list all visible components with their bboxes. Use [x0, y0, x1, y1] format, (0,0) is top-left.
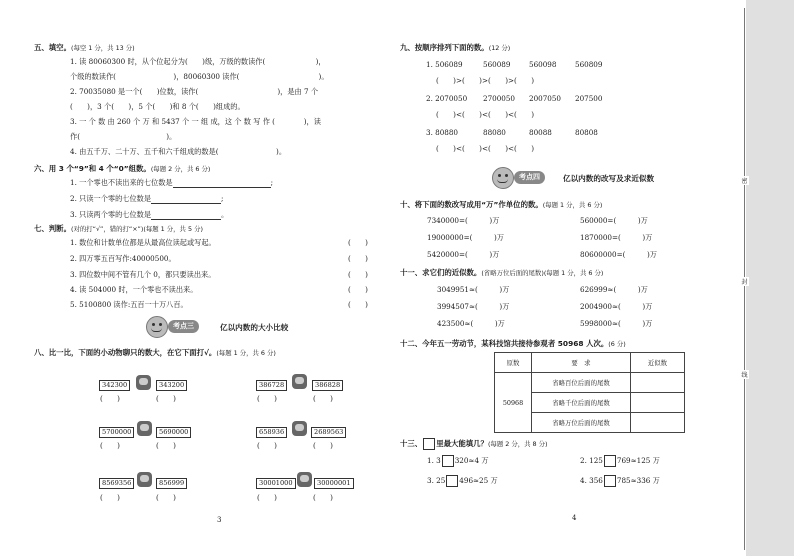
- s9-g1-num: 560089: [483, 60, 511, 69]
- section-6-title: 六、用 3 个“9”和 4 个“0”组数。(每题 2 分，共 6 分): [34, 164, 211, 173]
- s7-item-5: 5. 5100800 读作:五百一十万八百。: [70, 300, 188, 309]
- approx-table: [494, 352, 685, 433]
- number-box: 386728: [256, 380, 287, 391]
- s7-item-4: 4. 读 504000 时，一个零也不读出来。: [70, 285, 198, 294]
- answer-square[interactable]: [446, 475, 458, 487]
- fill-item: 2. 125 769≈125 万: [580, 456, 660, 465]
- squirrel-icon: [297, 472, 312, 487]
- blank-square: [423, 438, 435, 450]
- s9-g3-num: 3. 80880: [426, 128, 459, 137]
- binding-strip: [746, 0, 794, 556]
- answer-paren[interactable]: ( ): [257, 441, 277, 450]
- table-header-cell: 近似数: [631, 353, 685, 373]
- answer-paren[interactable]: ( ): [257, 493, 277, 502]
- section-11-title: 十一、求它们的近似数。(省略万位后面的尾数)(每题 1 分，共 6 分): [400, 268, 604, 277]
- s9-g2-order[interactable]: ( )<( )<( )<( ): [436, 110, 535, 119]
- s7-item-1: 1. 数位和计数单位都是从最高位读起或写起。: [70, 238, 216, 247]
- s9-g1-num: 560809: [575, 60, 603, 69]
- table-row: [495, 373, 685, 393]
- judge-paren[interactable]: ( ): [348, 270, 368, 279]
- rabbit-icon: [292, 374, 307, 389]
- smiley-icon: [492, 167, 514, 189]
- answer-paren[interactable]: ( ): [313, 493, 333, 502]
- number-box: 5700000: [99, 427, 134, 438]
- s9-g1-num: 1. 506089: [426, 60, 463, 69]
- fill-item: 3. 25 496≈25 万: [427, 476, 498, 485]
- s7-item-2: 2. 四万零五百写作:40000500。: [70, 254, 176, 263]
- seal-char: 线: [741, 372, 748, 379]
- number-box: 856999: [156, 478, 187, 489]
- answer-paren[interactable]: ( ): [156, 441, 176, 450]
- number-box: 343200: [156, 380, 187, 391]
- answer-paren[interactable]: ( ): [257, 394, 277, 403]
- table-header-cell: 要 求: [532, 353, 631, 373]
- approx-item[interactable]: 423500≈( )万: [437, 319, 505, 328]
- judge-paren[interactable]: ( ): [348, 300, 368, 309]
- judge-paren[interactable]: ( ): [348, 238, 368, 247]
- answer-line[interactable]: [151, 211, 221, 220]
- convert-item[interactable]: 560000=( )万: [580, 216, 648, 225]
- s5-line-4: ( )，3 个( )，5 个( )和 8 个( )组成的。: [70, 102, 245, 111]
- answer-paren[interactable]: ( ): [313, 394, 333, 403]
- section-12-title: 十二、今年五一劳动节，某科技馆共接待参观者 50968 人次。(6 分): [400, 339, 626, 348]
- answer-line[interactable]: [151, 195, 221, 204]
- s9-g2-num: 2700050: [483, 94, 516, 103]
- answer-cell[interactable]: [631, 393, 685, 413]
- answer-square[interactable]: [604, 455, 616, 467]
- page-number: 3: [217, 516, 222, 524]
- s9-g3-order[interactable]: ( )<( )<( )<( ): [436, 144, 535, 153]
- answer-line[interactable]: [173, 179, 271, 188]
- monkey-icon: [136, 375, 151, 390]
- convert-item[interactable]: 5420000=( )万: [427, 250, 500, 259]
- seal-char: 密: [741, 178, 748, 185]
- s5-line-2: 个级的数读作( )，80060300 读作( )。: [70, 72, 329, 81]
- approx-item[interactable]: 3994507≈( )万: [437, 302, 510, 311]
- section-10-title: 十、将下面的数改写成用“万”作单位的数。(每题 1 分，共 6 分): [400, 200, 603, 209]
- answer-square[interactable]: [604, 475, 616, 487]
- exam-point-tag: 考点四: [514, 171, 545, 184]
- s7-item-3: 3. 四位数中间不管有几个 0，都只要读出来。: [70, 270, 216, 279]
- s5-line-3: 2. 70035080 是一个( )位数，读作( )，是由 7 个: [70, 87, 319, 96]
- exam-point-tag: 考点三: [168, 320, 199, 333]
- number-box: 2689563: [311, 427, 346, 438]
- panda-icon: [137, 472, 152, 487]
- number-box: 658936: [256, 427, 287, 438]
- convert-item[interactable]: 80600000=( )万: [580, 250, 657, 259]
- section-5-title: 五、填空。(每空 1 分，共 13 分): [34, 43, 135, 52]
- convert-item[interactable]: 7340000=( )万: [427, 216, 500, 225]
- number-box: 8569356: [99, 478, 134, 489]
- s5-line-6: 作( )。: [70, 132, 177, 141]
- s6-item-1: 1. 一个零也不读出来的七位数是 ;: [70, 178, 274, 187]
- number-box: 30000001: [314, 478, 354, 489]
- number-box: 342300: [99, 380, 130, 391]
- requirement-cell: 省略百位后面的尾数: [532, 373, 631, 393]
- answer-paren[interactable]: ( ): [156, 394, 176, 403]
- approx-item[interactable]: 5998000≈( )万: [580, 319, 653, 328]
- section-13-title: 十三、 里最大能填几？(每题 2 分，共 8 分): [400, 439, 548, 448]
- approx-item[interactable]: 626999≈( )万: [580, 285, 648, 294]
- answer-paren[interactable]: ( ): [100, 394, 120, 403]
- fill-item: 1. 3 320≈4 万: [427, 456, 489, 465]
- judge-paren[interactable]: ( ): [348, 285, 368, 294]
- answer-paren[interactable]: ( ): [100, 493, 120, 502]
- convert-item[interactable]: 1870000=( )万: [580, 233, 653, 242]
- s9-g3-num: 80808: [575, 128, 598, 137]
- cat-icon: [292, 421, 307, 436]
- s9-g2-num: 2. 2070050: [426, 94, 468, 103]
- s5-line-7: 4. 由五千万、二十万、五千和六千组成的数是( )。: [70, 147, 287, 156]
- s9-g2-num: 207500: [575, 94, 603, 103]
- requirement-cell: 省略万位后面的尾数: [532, 413, 631, 433]
- answer-cell[interactable]: [631, 413, 685, 433]
- s9-g3-num: 88080: [483, 128, 506, 137]
- number-box: 30001000: [256, 478, 296, 489]
- number-box: 5690000: [156, 427, 191, 438]
- s5-line-5: 3. 一 个 数 由 260 个 万 和 5437 个 一 组 成，这 个 数 写 作 ( )，读: [70, 117, 321, 126]
- approx-item[interactable]: 2004900≈( )万: [580, 302, 653, 311]
- s6-item-2: 2. 只读一个零的七位数是 ;: [70, 194, 224, 203]
- section-8-title: 八、比一比，下面的小动物聊只的数大，在它下面打√。(每题 1 分，共 6 分): [34, 348, 276, 357]
- answer-square[interactable]: [442, 455, 454, 467]
- answer-paren[interactable]: ( ): [156, 493, 176, 502]
- original-number-cell: 50968: [495, 373, 532, 433]
- answer-paren[interactable]: ( ): [313, 441, 333, 450]
- section-7-title: 七、判断。(对的打“√”，错的打“×”)(每题 1 分，共 5 分): [34, 224, 203, 233]
- s9-g1-order[interactable]: ( )>( )>( )>( ): [436, 76, 535, 85]
- fill-item: 4. 356 785≈336 万: [580, 476, 660, 485]
- convert-item[interactable]: 19000000=( )万: [427, 233, 504, 242]
- number-box: 386828: [312, 380, 343, 391]
- page-number: 4: [572, 514, 577, 522]
- s9-g2-num: 2007050: [529, 94, 562, 103]
- table-header-cell: 原数: [495, 353, 532, 373]
- answer-paren[interactable]: ( ): [100, 441, 120, 450]
- s9-g1-num: 560098: [529, 60, 557, 69]
- table-header-row: [495, 353, 685, 373]
- judge-paren[interactable]: ( ): [348, 254, 368, 263]
- cow-icon: [137, 421, 152, 436]
- s5-line-1: 1. 读 80060300 时，从个位起分为( )级，万级的数读作( )，: [70, 57, 326, 66]
- s9-g3-num: 80088: [529, 128, 552, 137]
- seal-char: 封: [741, 279, 748, 286]
- requirement-cell: 省略千位后面的尾数: [532, 393, 631, 413]
- answer-cell[interactable]: [631, 373, 685, 393]
- exam-point-title: 亿以内数的改写及求近似数: [563, 174, 655, 183]
- smiley-icon: [146, 316, 168, 338]
- exam-point-title: 亿以内数的大小比较: [220, 323, 289, 332]
- approx-item[interactable]: 3049951≈( )万: [437, 285, 510, 294]
- section-9-title: 九、按顺序排列下面的数。(12 分): [400, 43, 511, 52]
- s6-item-3: 3. 只读两个零的七位数是 。: [70, 210, 229, 219]
